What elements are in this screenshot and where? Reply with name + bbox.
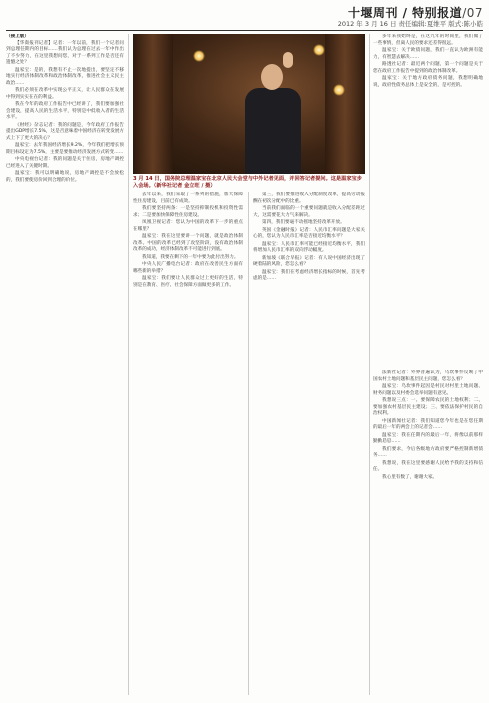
article-column-1 — [6, 34, 124, 696]
article-column-5 — [373, 370, 483, 696]
paragraph: 我想说，我在这里要感谢人民给予我的支持和信任。 — [373, 460, 483, 472]
paragraph: 【华裔报刊记者】记者：一年以前，我们一个记者问到总理任期内的目标……我们认为总理在过去一年中作出了不少努力，在这里我想问您，对于一系列工作是否还有遗憾之处？ — [6, 40, 124, 65]
news-photo — [133, 34, 365, 174]
paragraph: 新加坡《联合早报》记者：有人说中国经济出现了硬着陆的风险，您怎么看？ — [253, 255, 365, 267]
continuation-note: （接上版） — [6, 34, 29, 39]
paragraph: 温家宝：我在任期内的最后一年，将像以前那样勤勤恳恳…… — [373, 432, 483, 444]
paragraph: 我们要坚持两条：一是坚持抑制投机和投资性需求；二是要加快保障性住房建设。 — [133, 206, 243, 218]
paragraph: 英国《金融时报》记者：人民币汇率问题是大家关心的，您认为人民币汇率是否接近均衡水平？ — [253, 227, 365, 239]
column-divider — [128, 34, 129, 695]
header-rule — [6, 30, 483, 31]
paragraph: 凤凰卫视记者：您认为中国的改革下一步的重点在哪里？ — [133, 220, 243, 232]
paragraph: 我心里有数了，谢谢大家。 — [382, 474, 438, 480]
photo-figure-body — [245, 88, 301, 174]
paragraph: 中央人民广播电台记者：政府在改善民生方面有哪些新的举措？ — [133, 262, 243, 274]
paragraph: 温家宝：我可以明确地说，房地产调控是不会放松的，我们要使房价回到合理的价位。 — [6, 171, 124, 183]
photo-lamp — [333, 84, 345, 96]
paragraph: 第三，我们要推进收入分配制度改革，提高劳动报酬在初次分配中的比重。 — [253, 192, 365, 204]
paragraph: 多年来我始终是，在这九年的时间里，我们做了一些事情，但离人民的要求还差得很远。 — [373, 34, 483, 46]
paragraph: 温家宝：关于地方政府债务问题，我想明确地说，政府性债务总体上是安全的，是可控的。 — [373, 76, 483, 88]
paragraph: 我想说三点：一、要保障农民的土地权利；二、要加强农村基层民主建设；三、要依法保护村民的自治权利。 — [373, 398, 483, 416]
page-header — [6, 4, 483, 30]
paragraph: 去年以来，我们采取了一系列的措施，加大保障性住房建设，目前已有成效。 — [133, 192, 243, 204]
paragraph: 《财经》杂志记者：我的问题是，今年政府工作报告提出GDP增长7.5%，这是否意味着中国经济在转变发展方式上下了更大的决心？ — [6, 122, 124, 141]
paragraph: 中央电视台记者：我的问题是关于住房，房地产调控已经进入了关键时期。 — [6, 157, 124, 169]
paragraph: 我知道，我要在剩下的一年中要为此付出努力。 — [142, 254, 239, 260]
photo-curtain-right — [325, 34, 365, 174]
photo-curtain-left — [133, 34, 173, 174]
article-column-4 — [373, 34, 483, 364]
paragraph: 温家宝：人民币汇率可能已经接近均衡水平，我们将增加人民币汇率的双向浮动幅度。 — [253, 241, 365, 253]
masthead-title: 十堰周刊 / 特别报道 — [347, 6, 463, 20]
article-column-3 — [253, 192, 365, 696]
paragraph: 温家宝：我在这里要讲一个问题，就是政治体制改革。中国的改革已经到了攻坚阶段，没有政治体制改革的成功，经济体制改革不可能进行到底。 — [133, 234, 243, 252]
paragraph: 中国新闻社记者：我们知道您今年也是在您任期的最后一年的两会上的记者会…… — [373, 418, 483, 430]
photo-figure-hand — [283, 52, 293, 68]
paragraph: 第四，我们要毫不动摇地坚持改革开放。 — [262, 220, 345, 225]
photo-figure-head — [261, 64, 283, 90]
column-divider — [248, 192, 249, 695]
article-column-2 — [133, 192, 243, 696]
page-number: /07 — [462, 6, 483, 20]
paragraph: 温家宝：我们要让人民群众过上更好的生活，特别是在教育、医疗、社会保障方面做更多的工作。 — [133, 276, 243, 288]
photo-caption: 3 月 14 日，国务院总理温家宝在北京人民大会堂与中外记者见面，并回答记者提问。这是温家宝步入会场。（新华社记者 金立旺 / 摄） — [133, 176, 362, 189]
paragraph: 温家宝：关于欧债问题，我们一直认为欧洲有能力，有智慧去解决…… — [373, 48, 483, 60]
issue-meta: 2012 年 3 月 16 日 责任编辑:夏维平 版式:陈小皓 — [337, 20, 483, 28]
paragraph: 法新社记者：外界普遍认为，乌坎事件反映了中国农村土地问题和基层民主问题，您怎么看？ — [373, 370, 483, 382]
photo-lamp — [313, 44, 325, 56]
paragraph: 我们必须在改革中实现公平正义，让人民群众在发展中得到实实在在的利益。 — [6, 88, 124, 100]
paragraph: 路透社记者：最近两个问题，第一个问题是关于您在政府工作报告中提到的政治体制改革。 — [373, 62, 483, 74]
photo-lamp — [193, 50, 205, 62]
paragraph: 当前我们面临的一个重要问题就是收入分配差距过大，这需要花大力气来解决。 — [253, 206, 365, 218]
column-divider — [369, 34, 370, 695]
paragraph: 温家宝：乌坎事件起因是村民对村里土地问题、财务问题以及村委会选举问题有意见。 — [373, 384, 483, 396]
paragraph: 温家宝：去年我国经济增长9.2%，今年我们把增长预期目标设定为7.5%，主要是要推动经济发展方式转变…… — [6, 143, 124, 155]
paragraph: 温家宝：是的，我想有不止一次地提出，要坚定不移地实行经济体制改革和政治体制改革，推进社会主义民主政治…… — [6, 67, 124, 86]
paragraph: 我们要求，今后各级地方政府要严格控制新增债务…… — [373, 446, 483, 458]
paragraph: 温家宝：我们在考虑经济增长指标的时候，首先考虑的是…… — [253, 269, 365, 281]
paragraph: 我在今年的政府工作报告中已经讲了，我们要加强社会建设，提高人民的生活水平，特别是中低收入者的生活水平。 — [6, 102, 124, 120]
